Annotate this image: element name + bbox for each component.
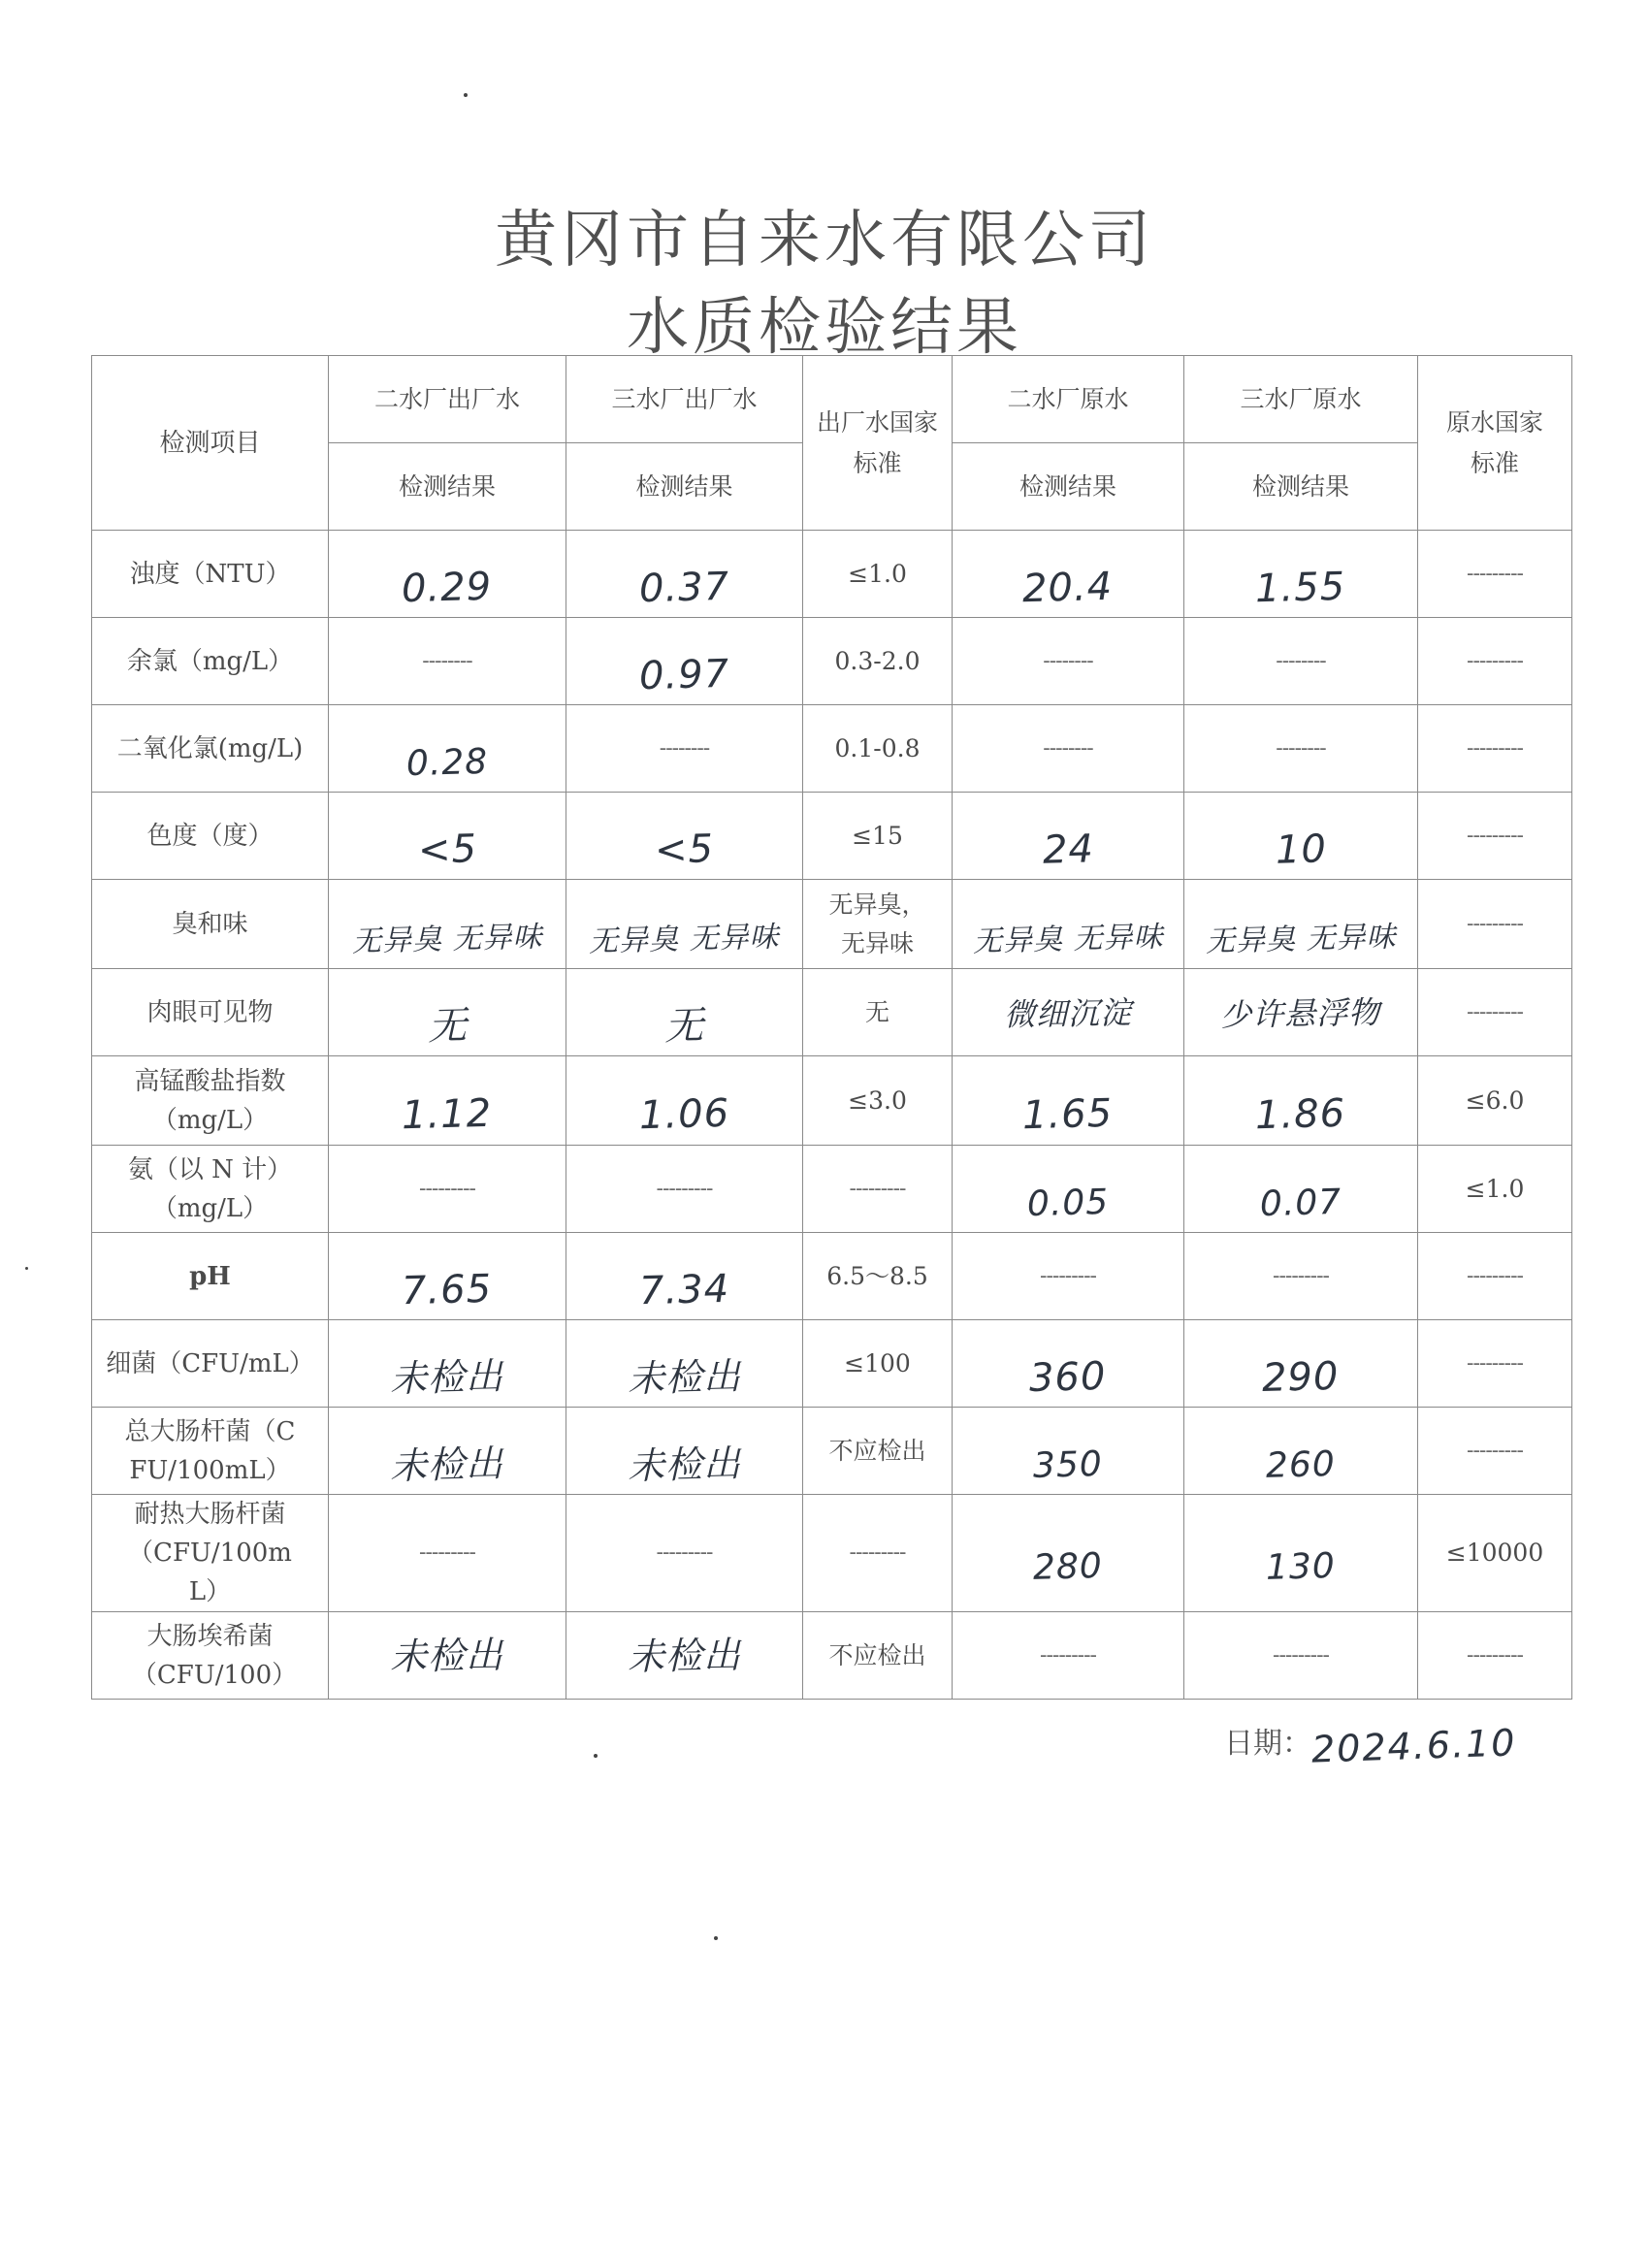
cell-plant3-raw: 1.86 (1184, 1056, 1418, 1146)
cell-outflow-standard: ≤100 (803, 1320, 953, 1408)
cell-raw-standard: --------- (1418, 1612, 1572, 1700)
cell-plant3-outflow: 未检出 (566, 1408, 803, 1495)
cell-outflow-standard: --------- (803, 1495, 953, 1612)
cell-raw-standard: --------- (1418, 1408, 1572, 1495)
cell-outflow-standard: 不应检出 (803, 1408, 953, 1495)
cell-outflow-standard: 无异臭，无异味 (803, 880, 953, 969)
cell-plant2-raw: 1.65 (953, 1056, 1184, 1146)
cell-outflow-standard: 无 (803, 969, 953, 1056)
cell-plant2-outflow: 1.12 (329, 1056, 566, 1146)
table-row (92, 1320, 1572, 1408)
cell-plant2-outflow: 未检出 (329, 1612, 566, 1700)
cell-plant2-raw: 360 (953, 1320, 1184, 1408)
table-row (92, 705, 1572, 793)
cell-plant2-outflow: 7.65 (329, 1233, 566, 1320)
cell-plant2-raw: 280 (953, 1495, 1184, 1612)
cell-plant3-outflow: 无 (566, 969, 803, 1056)
cell-plant3-raw: -------- (1184, 705, 1418, 793)
header-result-plant3-raw: 检测结果 (1184, 443, 1418, 531)
table-row (92, 880, 1572, 969)
cell-plant2-raw: --------- (953, 1612, 1184, 1700)
cell-plant3-raw: --------- (1184, 1233, 1418, 1320)
cell-raw-standard: --------- (1418, 793, 1572, 880)
cell-plant2-raw: 无异臭 无异味 (953, 880, 1184, 969)
table-row (92, 1495, 1572, 1612)
cell-outflow-standard: ≤15 (803, 793, 953, 880)
cell-plant3-outflow: <5 (566, 793, 803, 880)
cell-outflow-standard: 不应检出 (803, 1612, 953, 1700)
cell-plant3-raw: 260 (1184, 1408, 1418, 1495)
cell-plant2-outflow: 未检出 (329, 1408, 566, 1495)
row-item-label: 臭和味 (92, 880, 329, 969)
cell-raw-standard: ≤10000 (1418, 1495, 1572, 1612)
cell-plant2-raw: 20.4 (953, 531, 1184, 618)
cell-plant3-outflow: --------- (566, 1495, 803, 1612)
table-row (92, 1408, 1572, 1495)
scan-speck (464, 93, 468, 97)
cell-raw-standard: --------- (1418, 880, 1572, 969)
cell-outflow-standard: 0.3-2.0 (803, 618, 953, 705)
cell-raw-standard: --------- (1418, 618, 1572, 705)
cell-plant3-raw: 无异臭 无异味 (1184, 880, 1418, 969)
table-row (92, 1233, 1572, 1320)
cell-raw-standard: --------- (1418, 1233, 1572, 1320)
cell-plant2-outflow: 未检出 (329, 1320, 566, 1408)
scan-speck (714, 1936, 718, 1940)
table-row (92, 1146, 1572, 1233)
row-item-label: 大肠埃希菌（CFU/100） (92, 1612, 329, 1700)
table-row (92, 969, 1572, 1056)
cell-outflow-standard: ≤3.0 (803, 1056, 953, 1146)
scan-speck (25, 1267, 28, 1270)
scan-speck (594, 1754, 598, 1758)
cell-plant3-raw: --------- (1184, 1612, 1418, 1700)
row-item-label: 二氧化氯(mg/L) (92, 705, 329, 793)
cell-plant2-outflow: -------- (329, 618, 566, 705)
cell-plant2-raw: 微细沉淀 (953, 969, 1184, 1056)
cell-plant3-outflow: 0.97 (566, 618, 803, 705)
row-item-label: 肉眼可见物 (92, 969, 329, 1056)
cell-outflow-standard: 0.1-0.8 (803, 705, 953, 793)
row-item-label: 余氯（mg/L） (92, 618, 329, 705)
cell-raw-standard: --------- (1418, 969, 1572, 1056)
row-item-label: 氨（以 N 计）（mg/L） (92, 1146, 329, 1233)
cell-plant2-raw: --------- (953, 1233, 1184, 1320)
water-quality-table (91, 355, 1572, 1700)
header-plant3-raw: 三水厂原水 (1184, 356, 1418, 443)
cell-raw-standard: --------- (1418, 1320, 1572, 1408)
row-item-label: 耐热大肠杆菌（CFU/100mL） (92, 1495, 329, 1612)
cell-plant3-outflow: 7.34 (566, 1233, 803, 1320)
cell-raw-standard: --------- (1418, 705, 1572, 793)
row-item-label: pH (92, 1233, 329, 1320)
cell-plant3-outflow: 未检出 (566, 1612, 803, 1700)
cell-plant3-raw: 290 (1184, 1320, 1418, 1408)
header-item: 检测项目 (92, 356, 329, 531)
header-raw-standard: 原水国家标准 (1418, 356, 1572, 531)
table-row (92, 1056, 1572, 1146)
date-value: 2024.6.10 (1310, 1721, 1518, 1771)
header-outflow-standard: 出厂水国家标准 (803, 356, 953, 531)
row-item-label: 总大肠杆菌（CFU/100mL） (92, 1408, 329, 1495)
cell-plant3-outflow: --------- (566, 1146, 803, 1233)
cell-plant2-outflow: --------- (329, 1146, 566, 1233)
company-title: 黄冈市自来水有限公司 (495, 205, 1154, 276)
cell-plant2-outflow: 0.29 (329, 531, 566, 618)
cell-plant3-raw: 10 (1184, 793, 1418, 880)
header-result-plant3-outflow: 检测结果 (566, 443, 803, 531)
header-result-plant2-outflow: 检测结果 (329, 443, 566, 531)
header-plant3-outflow: 三水厂出厂水 (566, 356, 803, 443)
cell-raw-standard: ≤6.0 (1418, 1056, 1572, 1146)
row-item-label: 浊度（NTU） (92, 531, 329, 618)
header-result-plant2-raw: 检测结果 (953, 443, 1184, 531)
cell-plant2-outflow: 无 (329, 969, 566, 1056)
cell-plant3-outflow: 无异臭 无异味 (566, 880, 803, 969)
header-plant2-outflow: 二水厂出厂水 (329, 356, 566, 443)
cell-raw-standard: ≤1.0 (1418, 1146, 1572, 1233)
cell-plant3-raw: -------- (1184, 618, 1418, 705)
cell-plant3-raw: 0.07 (1184, 1146, 1418, 1233)
cell-plant2-outflow: --------- (329, 1495, 566, 1612)
cell-plant3-raw: 1.55 (1184, 531, 1418, 618)
cell-outflow-standard: --------- (803, 1146, 953, 1233)
row-item-label: 细菌（CFU/mL） (92, 1320, 329, 1408)
cell-plant2-outflow: 0.28 (329, 705, 566, 793)
header-plant2-raw: 二水厂原水 (953, 356, 1184, 443)
cell-plant2-raw: 24 (953, 793, 1184, 880)
cell-outflow-standard: 6.5～8.5 (803, 1233, 953, 1320)
cell-raw-standard: --------- (1418, 531, 1572, 618)
cell-plant3-outflow: 未检出 (566, 1320, 803, 1408)
header-row-1 (92, 356, 1572, 443)
table-row (92, 618, 1572, 705)
table-row (92, 531, 1572, 618)
cell-plant2-raw: -------- (953, 705, 1184, 793)
table-row (92, 1612, 1572, 1700)
cell-plant3-raw: 130 (1184, 1495, 1418, 1612)
cell-plant3-outflow: 0.37 (566, 531, 803, 618)
cell-plant2-raw: -------- (953, 618, 1184, 705)
report-title: 水质检验结果 (627, 292, 1022, 364)
cell-plant2-outflow: <5 (329, 793, 566, 880)
cell-plant2-raw: 0.05 (953, 1146, 1184, 1233)
cell-plant3-outflow: -------- (566, 705, 803, 793)
table-row (92, 793, 1572, 880)
cell-plant3-raw: 少许悬浮物 (1184, 969, 1418, 1056)
row-item-label: 色度（度） (92, 793, 329, 880)
date-label: 日期： (1224, 1727, 1311, 1761)
cell-plant2-outflow: 无异臭 无异味 (329, 880, 566, 969)
row-item-label: 高锰酸盐指数（mg/L） (92, 1056, 329, 1146)
cell-plant3-outflow: 1.06 (566, 1056, 803, 1146)
cell-plant2-raw: 350 (953, 1408, 1184, 1495)
cell-outflow-standard: ≤1.0 (803, 531, 953, 618)
